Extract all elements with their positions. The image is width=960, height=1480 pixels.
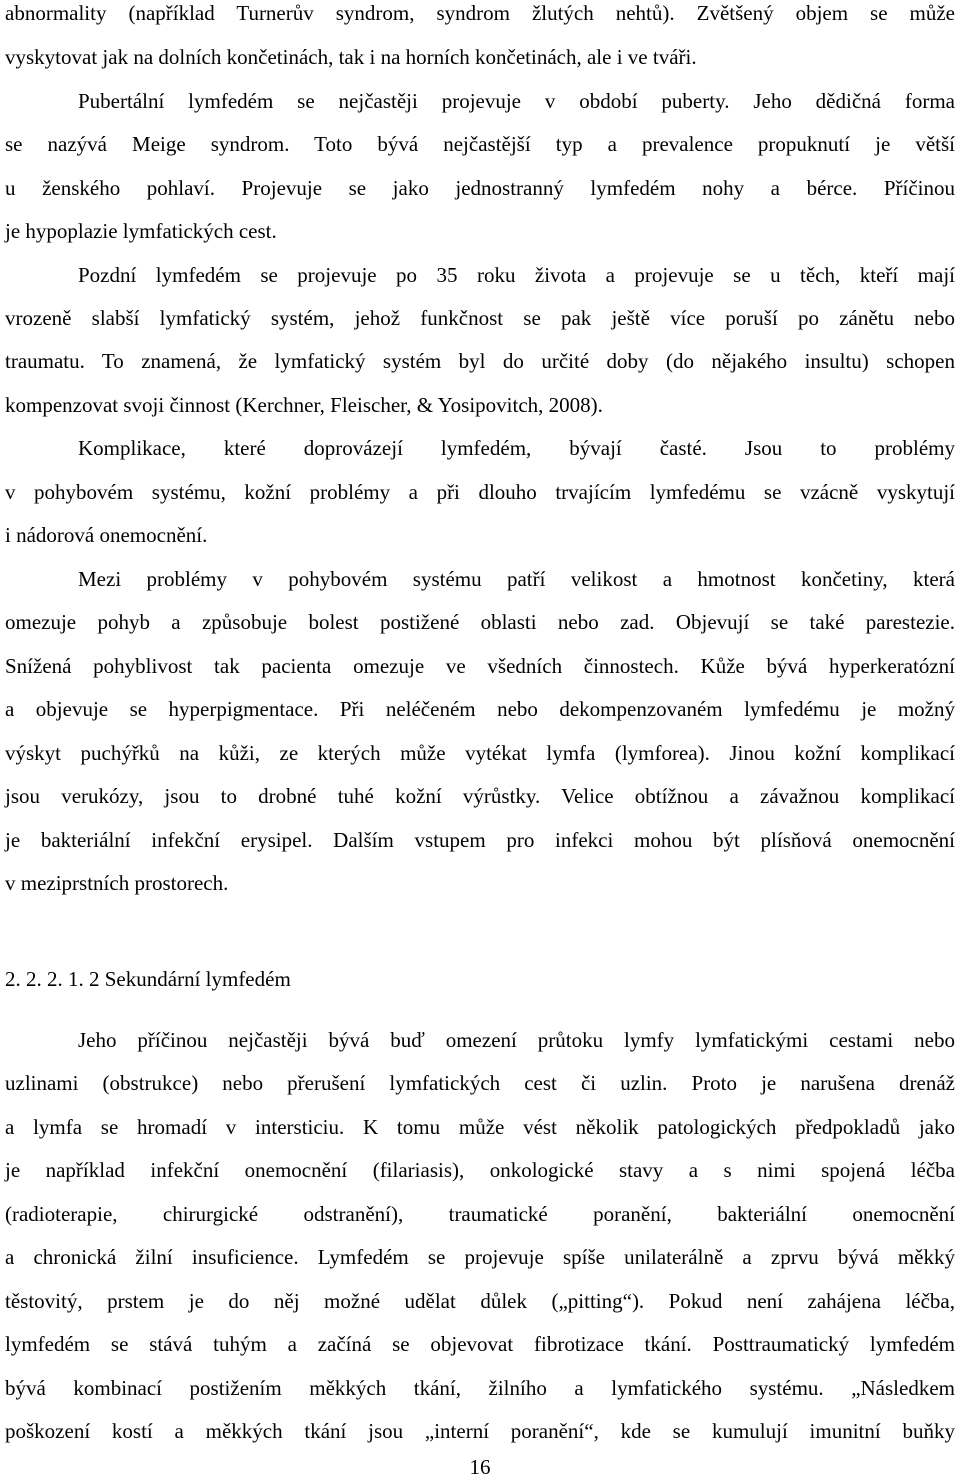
text-line: kompenzovat svoji činnost (Kerchner, Fleischer, & Yosipovitch, 2008). [5, 393, 603, 417]
text-line: bývá kombinací postižením měkkých tkání, žilního a lymfatického systému. „Následkem [5, 1376, 955, 1400]
text-line: Komplikace, které doprovázejí lymfedém, bývají časté. Jsou to problémy [78, 436, 955, 460]
text-line: Jeho příčinou nejčastěji bývá buď omezení průtoku lymfy lymfatickými cestami nebo [78, 1028, 955, 1052]
text-line: a lymfa se hromadí v intersticiu. K tomu může vést několik patologických předpokladů jako [5, 1115, 955, 1139]
text-line: v meziprstních prostorech. [5, 871, 229, 895]
text-line: a chronická žilní insuficience. Lymfedém se projevuje spíše unilaterálně a zprvu bývá měkký [5, 1245, 955, 1269]
text-line: Pozdní lymfedém se projevuje po 35 roku života a projevuje se u těch, kteří mají [78, 263, 955, 287]
text-line: vyskytovat jak na dolních končetinách, tak i na horních končetinách, ale i ve tváři. [5, 45, 697, 69]
text-line: omezuje pohyb a způsobuje bolest postižené oblasti nebo zad. Objevují se také parestezie. [5, 610, 955, 634]
text-line: lymfedém se stává tuhým a začíná se objevovat fibrotizace tkání. Posttraumatický lymfedém [5, 1332, 955, 1356]
text-line: v pohybovém systému, kožní problémy a při dlouho trvajícím lymfedému se vzácně vyskytují [5, 480, 955, 504]
text-line: a objevuje se hyperpigmentace. Při neléčeném nebo dekompenzovaném lymfedému je možný [5, 697, 955, 721]
text-line: (radioterapie, chirurgické odstranění), traumatické poranění, bakteriální onemocnění [5, 1202, 955, 1226]
text-line: je hypoplazie lymfatických cest. [5, 219, 277, 243]
text-line: abnormality (například Turnerův syndrom, syndrom žlutých nehtů). Zvětšený objem se může [5, 1, 955, 25]
text-line: uzlinami (obstrukce) nebo přerušení lymfatických cest či uzlin. Proto je narušena drenáž [5, 1071, 955, 1095]
text-line: Snížená pohyblivost tak pacienta omezuje ve všedních činnostech. Kůže bývá hyperkeratózní [5, 654, 955, 678]
text-line: i nádorová onemocnění. [5, 523, 208, 547]
text-line: jsou verukózy, jsou to drobné tuhé kožní výrůstky. Velice obtížnou a závažnou komplikací [5, 784, 955, 808]
page-number: 16 [469, 1455, 491, 1479]
text-line: u ženského pohlaví. Projevuje se jako jednostranný lymfedém nohy a bérce. Příčinou [5, 176, 955, 200]
text-line: výskyt puchýřků na kůži, ze kterých může vytékat lymfa (lymforea). Jinou kožní komplikací [5, 741, 955, 765]
text-line: poškození kostí a měkkých tkání jsou „interní poranění“, kde se kumulují imunitní buňky [5, 1419, 955, 1443]
text-line: je například infekční onemocnění (filariasis), onkologické stavy a s nimi spojená léčba [5, 1158, 955, 1182]
text-line: Pubertální lymfedém se nejčastěji projevuje v období puberty. Jeho dědičná forma [78, 89, 955, 113]
section-heading: 2. 2. 2. 1. 2 Sekundární lymfedém [5, 967, 291, 991]
text-line: těstovitý, prstem je do něj možné udělat důlek („pitting“). Pokud není zahájena léčba, [5, 1289, 955, 1313]
text-line: se nazývá Meige syndrom. Toto bývá nejčastější typ a prevalence propuknutí je větší [5, 132, 955, 156]
text-line: Mezi problémy v pohybovém systému patří velikost a hmotnost končetiny, která [78, 567, 955, 591]
text-line: vrozeně slabší lymfatický systém, jehož funkčnost se pak ještě více poruší po zánětu nebo [5, 306, 955, 330]
text-line: traumatu. To znamená, že lymfatický systém byl do určité doby (do nějakého insultu) schopen [5, 349, 955, 373]
text-line: je bakteriální infekční erysipel. Dalším vstupem pro infekci mohou být plísňová onemocnění [5, 828, 955, 852]
